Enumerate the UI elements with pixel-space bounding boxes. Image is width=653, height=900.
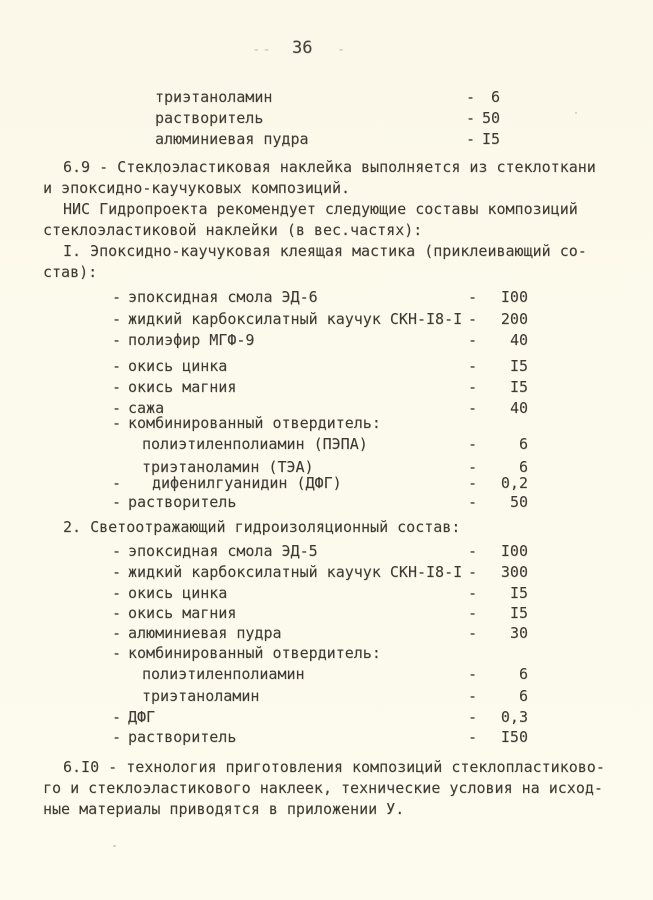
- paragraph-line: 6.I0 - технология приготовления композиций стеклопластиково-: [63, 758, 605, 776]
- list-item: [0, 287, 653, 308]
- item-value: 0,2: [500, 474, 528, 492]
- ingredient-label: растворитель: [155, 109, 264, 127]
- item-value: 300: [500, 563, 528, 581]
- paragraph-nis: [0, 220, 653, 241]
- item-bullet: -: [112, 399, 122, 417]
- heading-line: I. Эпоксидно-каучуковая клеящая мастика (приклеивающий со-: [63, 242, 587, 260]
- paper-speck: [113, 845, 116, 847]
- item-label: комбинированный отвердитель:: [128, 644, 381, 662]
- list-item: [0, 623, 653, 644]
- page-number: 36: [292, 38, 313, 58]
- paper-speck: [160, 172, 162, 174]
- item-label: комбинированный отвердитель:: [128, 414, 381, 432]
- item-value: I00: [500, 542, 528, 560]
- item-dash: -: [468, 708, 478, 726]
- item-bullet: -: [112, 563, 122, 581]
- list-subitem: [0, 664, 653, 685]
- item-label: жидкий карбоксилатный каучук СКН-I8-I: [128, 563, 463, 581]
- ingredient-dash: -: [466, 109, 476, 127]
- paragraph-line: и эпоксидно-каучуковых композиций.: [43, 179, 351, 197]
- ingredient-label: алюминиевая пудра: [155, 130, 309, 148]
- item-dash: -: [468, 435, 478, 453]
- list-item: [0, 707, 653, 728]
- item-dash: -: [468, 357, 478, 375]
- item-dash: -: [468, 288, 478, 306]
- list-item: [0, 309, 653, 330]
- item-label: растворитель: [128, 728, 237, 746]
- page-number-right-dash: -: [337, 42, 348, 58]
- paragraph-6-10: [0, 778, 653, 799]
- list-item: [0, 377, 653, 398]
- item-value: 200: [500, 310, 528, 328]
- item-label: ДФГ: [128, 708, 156, 726]
- page-header: [0, 38, 653, 59]
- item-label: триэтаноламин: [142, 687, 260, 705]
- item-dash: -: [468, 458, 478, 476]
- item-value: I50: [500, 728, 528, 746]
- paragraph-6-9: [0, 157, 653, 178]
- item-dash: -: [468, 687, 478, 705]
- item-dash: -: [468, 542, 478, 560]
- item-label: окись цинка: [128, 357, 228, 375]
- list-item: [0, 492, 653, 513]
- paragraph-line: стеклоэластиковой наклейки (в вес.частях):: [43, 221, 423, 239]
- composition2-heading: [0, 517, 653, 538]
- item-dash: -: [468, 604, 478, 622]
- ingredient-value: 50: [481, 109, 500, 127]
- paragraph-line: 6.9 - Стеклоэластиковая наклейка выполняется из стеклоткани: [63, 158, 596, 176]
- ingredient-row: [0, 108, 653, 129]
- item-label: полиэтиленполиамин: [142, 665, 305, 683]
- list-item: [0, 330, 653, 351]
- item-label: эпоксидная смола ЭД-6: [128, 288, 318, 306]
- page-number-left-dash: --: [252, 42, 273, 58]
- ingredient-value: I5: [481, 130, 500, 148]
- item-value: 0,3: [500, 708, 528, 726]
- item-bullet: -: [112, 331, 122, 349]
- list-item: [0, 643, 653, 664]
- item-label: жидкий карбоксилатный каучук СКН-I8-I: [128, 310, 463, 328]
- item-dash: -: [468, 399, 478, 417]
- ingredient-label: триэтаноламин: [155, 88, 273, 106]
- item-bullet: -: [112, 357, 122, 375]
- item-bullet: -: [112, 644, 122, 662]
- item-dash: -: [468, 474, 478, 492]
- list-item: [0, 541, 653, 562]
- item-label: триэтаноламин (ТЭА): [142, 458, 314, 476]
- paper-speck: [575, 112, 577, 114]
- item-bullet: -: [112, 708, 122, 726]
- item-value: I5: [509, 378, 528, 396]
- item-bullet: -: [112, 378, 122, 396]
- item-label: окись цинка: [128, 584, 228, 602]
- item-label: окись магния: [128, 604, 237, 622]
- item-label: сажа: [128, 399, 165, 417]
- ingredient-row: [0, 87, 653, 108]
- item-label: окись магния: [128, 378, 237, 396]
- item-dash: -: [468, 331, 478, 349]
- item-bullet: -: [112, 414, 122, 432]
- composition1-heading: [0, 262, 653, 283]
- list-item: [0, 727, 653, 748]
- item-label: полиэфир МГФ-9: [128, 331, 255, 349]
- item-value: 30: [509, 624, 528, 642]
- list-item: [0, 583, 653, 604]
- item-label: алюминиевая пудра: [128, 624, 282, 642]
- list-subitem: [0, 434, 653, 455]
- item-bullet: -: [112, 604, 122, 622]
- item-value: 50: [509, 493, 528, 511]
- item-bullet: -: [112, 493, 122, 511]
- item-value: I5: [509, 357, 528, 375]
- item-bullet: -: [112, 584, 122, 602]
- list-subitem: [0, 686, 653, 707]
- item-dash: -: [468, 584, 478, 602]
- ingredient-value: 6: [490, 88, 500, 106]
- item-dash: -: [468, 624, 478, 642]
- paragraph-line: го и стеклоэластикового наклеек, технические условия на исход-: [43, 779, 603, 797]
- item-value: I00: [500, 288, 528, 306]
- item-label: полиэтиленполиамин (ПЭПА): [142, 435, 368, 453]
- item-label: растворитель: [128, 493, 237, 511]
- heading-line: 2. Светоотражающий гидроизоляционный состав:: [63, 518, 461, 536]
- item-value: 40: [509, 399, 528, 417]
- item-dash: -: [468, 563, 478, 581]
- ingredient-dash: -: [466, 130, 476, 148]
- item-bullet: -: [112, 542, 122, 560]
- item-dash: -: [468, 310, 478, 328]
- list-item: [0, 413, 653, 434]
- list-item: [0, 562, 653, 583]
- item-bullet: -: [112, 728, 122, 746]
- item-dash: -: [468, 728, 478, 746]
- item-bullet: -: [112, 474, 122, 492]
- list-item: [0, 473, 653, 494]
- item-label: эпоксидная смола ЭД-5: [128, 542, 318, 560]
- list-item: [0, 356, 653, 377]
- paragraph-line: НИС Гидропроекта рекомендует следующие составы композиций: [63, 200, 578, 218]
- item-value: I5: [509, 604, 528, 622]
- item-value: 6: [518, 458, 528, 476]
- item-dash: -: [468, 378, 478, 396]
- item-dash: -: [468, 665, 478, 683]
- paragraph-6-10: [0, 757, 653, 778]
- item-label: дифенилгуанидин (ДФГ): [152, 474, 342, 492]
- item-value: I5: [509, 584, 528, 602]
- ingredient-dash: -: [466, 88, 476, 106]
- item-bullet: -: [112, 624, 122, 642]
- composition1-heading: [0, 241, 653, 262]
- list-item: [0, 603, 653, 624]
- paragraph-6-10: [0, 799, 653, 820]
- ingredient-row: [0, 129, 653, 150]
- item-value: 6: [518, 687, 528, 705]
- item-value: 6: [518, 665, 528, 683]
- item-bullet: -: [112, 288, 122, 306]
- item-value: 40: [509, 331, 528, 349]
- paragraph-6-9: [0, 178, 653, 199]
- item-value: 6: [518, 435, 528, 453]
- item-dash: -: [468, 493, 478, 511]
- heading-line: став):: [43, 263, 98, 281]
- paragraph-nis: [0, 199, 653, 220]
- paragraph-line: ные материалы приводятся в приложении У.: [43, 800, 405, 818]
- item-bullet: -: [112, 310, 122, 328]
